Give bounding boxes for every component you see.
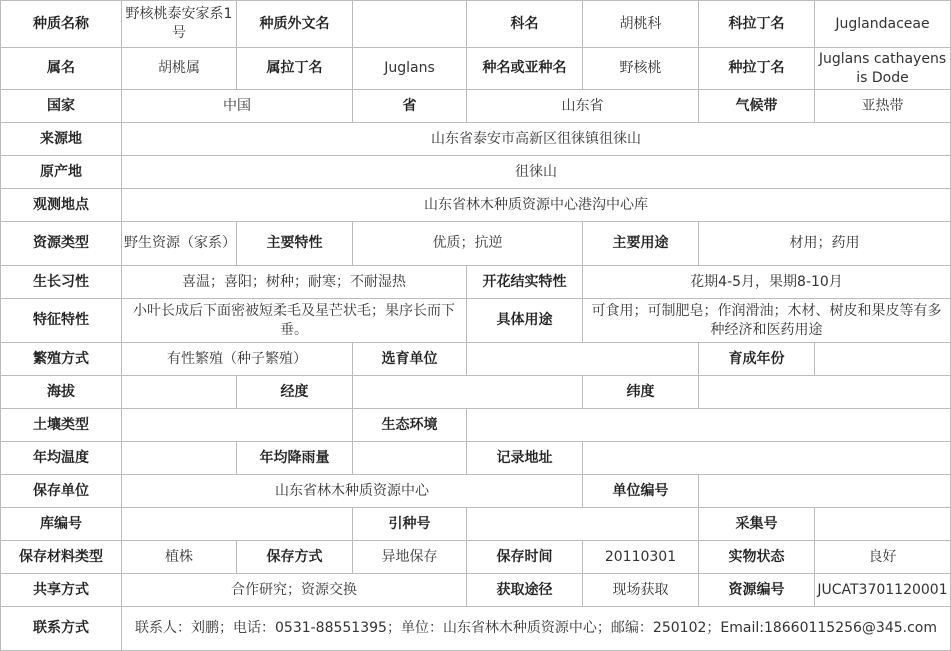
label-introduction-number: 引种号 <box>353 508 467 541</box>
label-species-name: 种名或亚种名 <box>467 48 583 90</box>
value-flowering-fruiting: 花期4-5月，果期8-10月 <box>583 266 951 299</box>
value-breeding-year <box>815 343 951 376</box>
value-country: 中国 <box>122 90 353 123</box>
label-breeding-year: 育成年份 <box>699 343 815 376</box>
label-material-type: 保存材料类型 <box>1 541 122 574</box>
value-origin-place: 徂徕山 <box>122 156 951 189</box>
value-characteristics: 小叶长成后下面密被短柔毛及星芒状毛；果序长而下垂。 <box>122 299 467 343</box>
value-genus-name: 胡桃属 <box>122 48 237 90</box>
label-unit-number: 单位编号 <box>583 475 699 508</box>
value-breeding-unit <box>467 343 699 376</box>
value-climate-zone: 亚热带 <box>815 90 951 123</box>
label-growth-habit: 生长习性 <box>1 266 122 299</box>
label-foreign-name: 种质外文名 <box>237 1 353 48</box>
value-physical-status: 良好 <box>815 541 951 574</box>
value-main-traits: 优质；抗逆 <box>353 222 583 266</box>
value-family-name: 胡桃科 <box>583 1 699 48</box>
table-row <box>1 541 951 574</box>
table-row <box>1 442 951 475</box>
label-longitude: 经度 <box>237 376 353 409</box>
label-genus-latin: 属拉丁名 <box>237 48 353 90</box>
label-acquisition-method: 获取途径 <box>467 574 583 607</box>
value-storage-method: 异地保存 <box>353 541 467 574</box>
label-storage-time: 保存时间 <box>467 541 583 574</box>
label-flowering-fruiting: 开花结实特性 <box>467 266 583 299</box>
label-latitude: 纬度 <box>583 376 699 409</box>
label-soil-type: 土壤类型 <box>1 409 122 442</box>
label-altitude: 海拔 <box>1 376 122 409</box>
label-main-traits: 主要特性 <box>237 222 353 266</box>
value-sharing-method: 合作研究；资源交换 <box>122 574 467 607</box>
value-specific-uses: 可食用；可制肥皂；作润滑油；木材、树皮和果皮等有多种经济和医药用途 <box>583 299 951 343</box>
label-climate-zone: 气候带 <box>699 90 815 123</box>
table-row <box>1 48 951 90</box>
label-physical-status: 实物状态 <box>699 541 815 574</box>
table-row <box>1 343 951 376</box>
table-row <box>1 90 951 123</box>
value-unit-number <box>699 475 951 508</box>
label-family-name: 科名 <box>467 1 583 48</box>
value-propagation: 有性繁殖（种子繁殖） <box>122 343 353 376</box>
label-family-latin: 科拉丁名 <box>699 1 815 48</box>
label-storage-unit: 保存单位 <box>1 475 122 508</box>
label-resource-type: 资源类型 <box>1 222 122 266</box>
value-contact: 联系人：刘鹏；电话：0531-88551395；单位：山东省林木种质资源中心；邮编：250102；Email:18660115256@345.com <box>122 607 951 651</box>
label-specific-uses: 具体用途 <box>467 299 583 343</box>
value-latitude <box>699 376 951 409</box>
value-observation-site: 山东省林木种质资源中心港沟中心库 <box>122 189 951 222</box>
label-source-place: 来源地 <box>1 123 122 156</box>
label-germplasm-name: 种质名称 <box>1 1 122 48</box>
table-row <box>1 574 951 607</box>
value-bank-number <box>122 508 353 541</box>
label-propagation: 繁殖方式 <box>1 343 122 376</box>
value-family-latin: Juglandaceae <box>815 1 951 48</box>
value-altitude <box>122 376 237 409</box>
table-row <box>1 189 951 222</box>
label-record-address: 记录地址 <box>467 442 583 475</box>
table-row <box>1 123 951 156</box>
value-main-uses: 材用；药用 <box>699 222 951 266</box>
label-sharing-method: 共享方式 <box>1 574 122 607</box>
value-growth-habit: 喜温；喜阳；树种；耐寒；不耐湿热 <box>122 266 467 299</box>
value-source-place: 山东省泰安市高新区徂徕镇徂徕山 <box>122 123 951 156</box>
value-germplasm-name: 野核桃泰安家系1号 <box>122 1 237 48</box>
value-annual-rainfall <box>353 442 467 475</box>
value-province: 山东省 <box>467 90 699 123</box>
label-collection-number: 采集号 <box>699 508 815 541</box>
label-genus-name: 属名 <box>1 48 122 90</box>
table-row <box>1 409 951 442</box>
label-characteristics: 特征特性 <box>1 299 122 343</box>
value-introduction-number <box>467 508 699 541</box>
table-row <box>1 607 951 651</box>
value-storage-unit: 山东省林木种质资源中心 <box>122 475 583 508</box>
table-row <box>1 508 951 541</box>
value-resource-number: JUCAT3701120001 <box>815 574 951 607</box>
value-resource-type: 野生资源（家系） <box>122 222 237 266</box>
value-species-latin: Juglans cathayensis Dode <box>815 48 951 90</box>
value-collection-number <box>815 508 951 541</box>
label-breeding-unit: 选育单位 <box>353 343 467 376</box>
table-row <box>1 156 951 189</box>
label-province: 省 <box>353 90 467 123</box>
table-row <box>1 475 951 508</box>
value-storage-time: 20110301 <box>583 541 699 574</box>
value-acquisition-method: 现场获取 <box>583 574 699 607</box>
value-annual-temperature <box>122 442 237 475</box>
label-species-latin: 种拉丁名 <box>699 48 815 90</box>
label-annual-temperature: 年均温度 <box>1 442 122 475</box>
value-soil-type <box>122 409 353 442</box>
table-row <box>1 222 951 266</box>
label-ecological-environment: 生态环境 <box>353 409 467 442</box>
table-row <box>1 376 951 409</box>
value-material-type: 植株 <box>122 541 237 574</box>
label-bank-number: 库编号 <box>1 508 122 541</box>
value-species-name: 野核桃 <box>583 48 699 90</box>
value-record-address <box>583 442 951 475</box>
label-contact: 联系方式 <box>1 607 122 651</box>
value-genus-latin: Juglans <box>353 48 467 90</box>
table-row <box>1 266 951 299</box>
label-country: 国家 <box>1 90 122 123</box>
label-main-uses: 主要用途 <box>583 222 699 266</box>
label-observation-site: 观测地点 <box>1 189 122 222</box>
table-row <box>1 1 951 48</box>
label-annual-rainfall: 年均降雨量 <box>237 442 353 475</box>
value-foreign-name <box>353 1 467 48</box>
label-origin-place: 原产地 <box>1 156 122 189</box>
label-storage-method: 保存方式 <box>237 541 353 574</box>
label-resource-number: 资源编号 <box>699 574 815 607</box>
value-longitude <box>353 376 583 409</box>
table-row <box>1 299 951 343</box>
value-ecological-environment <box>467 409 951 442</box>
